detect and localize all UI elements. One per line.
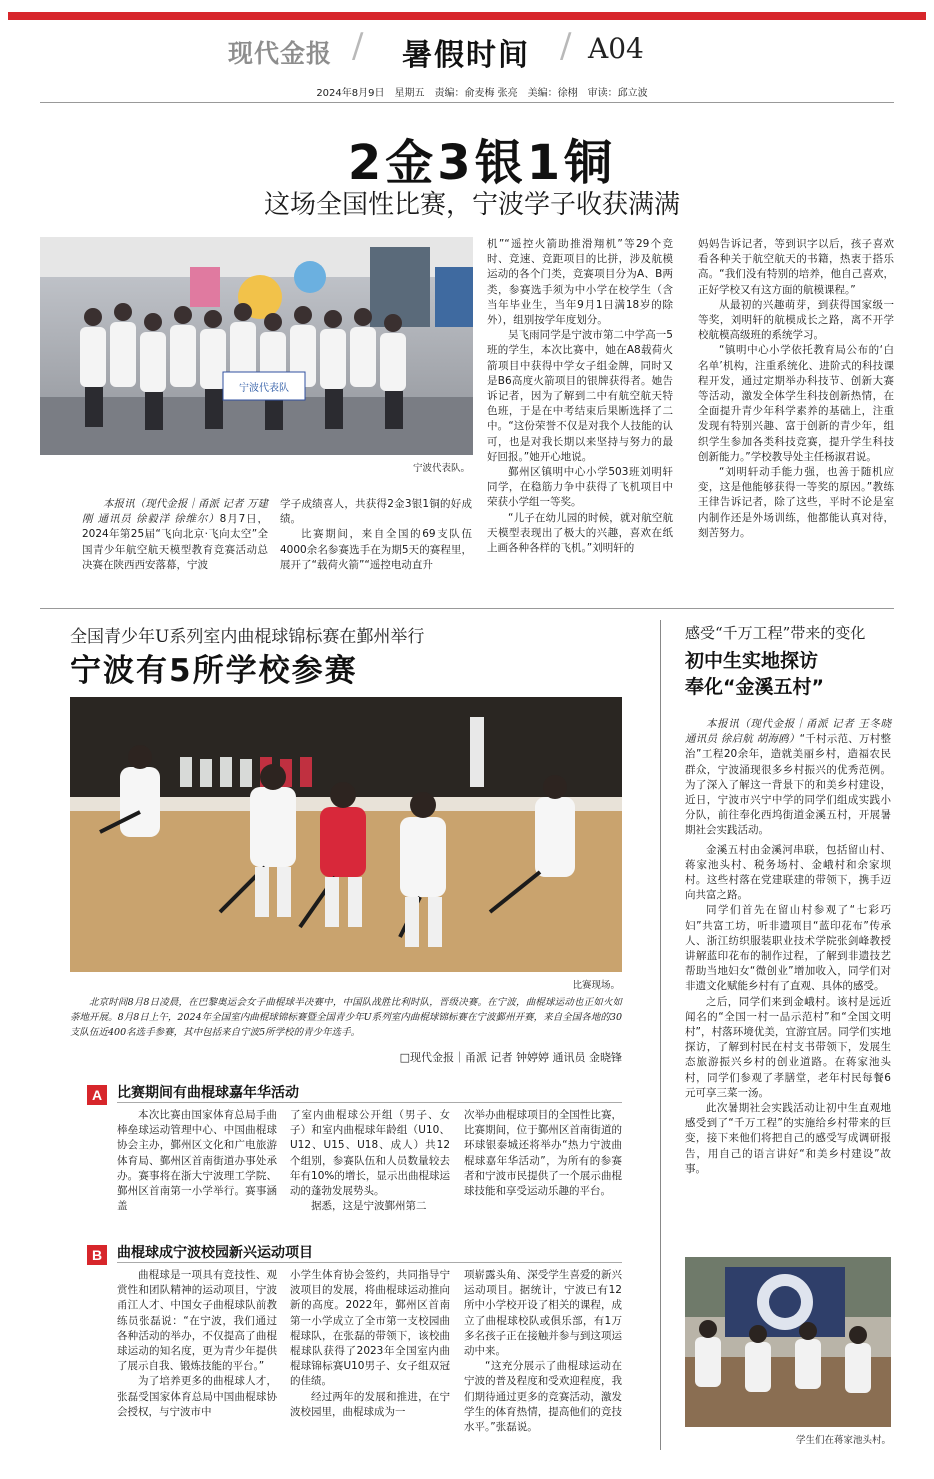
- story3-byline: 本报讯（现代金报｜甬派 记者 王冬晓 通讯员 徐启航 胡海鸥）: [685, 718, 891, 746]
- lead-col3-p4: “儿子在幼儿园的时候，就对航空航天模型表现出了极大的兴趣，喜欢在纸上画各种各样的飞机。”刘明轩的: [487, 511, 673, 555]
- lead-col3-p1: 机”“遥控火箭助推滑翔机”等29个竞时、竞速、竞距项目的比拼，涉及航模运动的各个门类，竞赛项目分为A、B两类，参赛选手须为中小学在校学生（含当年毕业生，当年9月1日满18岁的除外），组别按学年度划分。: [487, 238, 673, 327]
- banner-text: 宁波代表队: [239, 383, 289, 394]
- section-a-col1-text: 本次比赛由国家体育总局手曲棒垒球运动管理中心、中国曲棍球协会主办，鄞州区文化和广电旅游体育局、鄞州区首南街道办事处承办。赛事将在浙大宁波理工学院、鄞州区首南第一小学举行。赛事涵盖: [117, 1109, 277, 1213]
- lead-col4-p3: “镇明中心小学依托教育局公布的‘白名单’机构，注重系统化、进阶式的科技课程开发，通过定期举办科技节、创新大赛等活动，激发全体学生科技创新热情，在全面提升青少年科学素养的基础上，注重发现有特别兴趣、富于创新的青少年，组织学生参加各类科技竞赛，提升学生科技创新能力。”学校教导处主任杨淑君说。: [698, 344, 894, 463]
- section-a-rule: [117, 1102, 622, 1103]
- section-a-title: 比赛期间有曲棍球嘉年华活动: [117, 1085, 299, 1101]
- section-b-col2-p2: 经过两年的发展和推进，在宁波校园里，曲棍球成为一: [290, 1390, 450, 1418]
- lead-col4-p2: 从最初的兴趣萌芽，到获得国家级一等奖，刘明轩的航模成长之路，离不开学校航模高级班的系统学习。: [698, 298, 894, 342]
- story2-credit: □现代金报｜甬派 记者 钟婷婷 通讯员 金晓锋: [399, 1051, 622, 1064]
- section-a-col2-p2: 据悉，这是宁波鄞州第二: [311, 1200, 427, 1213]
- lead-col-1: [82, 497, 268, 573]
- lead-col2-p1: 学子成绩喜人，共获得2金3银1铜的好成绩。: [280, 498, 472, 526]
- story2-intro-text: 北京时间8月8日凌晨，在巴黎奥运会女子曲棍球半决赛中，中国队战胜比利时队，晋级决赛。在宁波，曲棍球运动也正如火如荼地开展。8月8日上午，2024年全国室内曲棍球锦标赛暨全国青少年U系列室内曲棍球锦标赛在宁波鄞州开赛，来自全国各地的30支队伍近400名选手参赛，其中包括来自宁波5所学校的青少年选手。: [70, 997, 622, 1038]
- section-a-badge: A: [87, 1085, 107, 1105]
- story3-p3: 同学们首先在留山村参观了“七彩巧妇”共富工坊，听非遗项目“蓝印花布”传承人、浙江纺织服装职业技术学院张剑峰教授讲解蓝印花布的制作过程，了解到非遗技艺帮助当地妇女“微创业”增加收入，同学们对非遗文化赋能乡村有了直观、具体的感受。: [685, 904, 891, 993]
- story2-intro: [70, 995, 622, 1040]
- story3-kicker: 感受“千万工程”带来的变化: [685, 624, 866, 642]
- section-a-col-2: [290, 1108, 450, 1214]
- hockey-photo-caption: 比赛现场。: [572, 980, 620, 991]
- lead-col1-text: 8月7日，2024年第25届“飞向北京·飞向太空”全国青少年航空航天模型教育竞赛活动总决赛在陕西西安落幕，宁波: [82, 513, 268, 571]
- section-a-col2-p1: 了室内曲棍球公开组（男子、女子）和室内曲棍球年龄组（U10、U12、U15、U18、成人）共12个组别，参赛队伍和人员数量较去年有10%的增长，显示出曲棍球运动的蓬勃发展势头。: [290, 1109, 450, 1198]
- lead-col-2: [280, 497, 472, 573]
- section-b-col-2: [290, 1268, 450, 1420]
- lead-col-4: [698, 237, 894, 541]
- section-b-title: 曲棍球成宁波校园新兴运动项目: [117, 1245, 313, 1261]
- lead-photo-caption: 宁波代表队。: [412, 463, 470, 474]
- lead-divider: [40, 608, 894, 609]
- team-photo: [40, 237, 473, 455]
- story3-headline-line1: 初中生实地探访: [685, 650, 819, 672]
- section-b-col3-p2: “这充分展示了曲棍球运动在宁波的普及程度和受欢迎程度，我们期待通过更多的竞赛活动，激发学生的体育热情，提高他们的竞技水平。”张磊说。: [464, 1360, 622, 1434]
- village-photo-illustration: [685, 1257, 891, 1427]
- lead-col4-p4: “刘明轩动手能力强，也善于随机应变，这是他能够获得一等奖的原因。”教练王律告诉记者，除了这些，平时不论是室内制作还是外场训练，他都能认真对待，刻苦努力。: [698, 466, 894, 539]
- lead-col4-p1: 妈妈告诉记者，等到识字以后，孩子喜欢看各种关于航空航天的书籍，热衷于搭乐高。“我们没有特别的培养，他自己喜欢，正好学校又有这方面的航模课程。”: [698, 238, 894, 296]
- section-name: 暑假时间: [402, 38, 530, 73]
- section-a-col-1: [117, 1108, 277, 1214]
- lead-byline: 本报讯（现代金报｜甬派 记者 万建刚 通讯员 徐毅洋 徐维尔）: [82, 498, 268, 526]
- masthead: [0, 26, 934, 78]
- dateline: 2024年8月9日 星期五 责编：俞麦梅 张亮 美编：徐栩 审读：邱立波: [316, 88, 648, 99]
- section-a-col3-text: 次举办曲棍球项目的全国性比赛，比赛期间，位于鄞州区首南街道的环球银泰城还将举办“热力宁波曲棍球嘉年华活动”，为所有的参赛者和宁波市民提供了一个展示曲棍球技能和享受运动乐趣的平台。: [464, 1109, 622, 1198]
- page-number: A04: [588, 32, 644, 65]
- story2-kicker: 全国青少年U系列室内曲棍球锦标赛在鄞州举行: [70, 627, 425, 647]
- village-photo: [685, 1257, 891, 1427]
- story3-headline-line2: 奉化“金溪五村”: [685, 676, 824, 698]
- story3-p5: 此次暑期社会实践活动让初中生直观地感受到了“千万工程”的实施给乡村带来的巨变，接下来他们将把自己的感受写成调研报告，用自己的语言讲好“和美乡村建设”故事。: [685, 1102, 891, 1175]
- village-photo-caption: 学生们在蒋家池头村。: [795, 1435, 891, 1446]
- section-b-col1-p1: 曲棍球是一项具有竞技性、观赏性和团队精神的运动项目，宁波甬江人才、中国女子曲棍球队前教练员张磊说：“在宁波，我们通过各种活动的举办，不仅提高了曲棍球运动的知名度，更为青少年提供了展示自我、锻炼技能的平台。”: [117, 1269, 277, 1373]
- section-b-col-1: [117, 1268, 277, 1420]
- brand-name: 现代金报: [228, 39, 333, 68]
- story3-p1-text: “千村示范、万村整治”工程20余年，造就美丽乡村，造福农民群众，宁波涌现很多乡村振兴的优秀范例。为了深入了解这一背景下的和美乡村建设，近日，宁波市兴宁中学的同学们组成实践小分队，前往奉化西坞街道金溪五村，开展暑期社会实践活动。: [685, 733, 891, 837]
- team-photo-illustration: [40, 237, 473, 455]
- masthead-slash-2: /: [560, 26, 572, 66]
- section-b-badge: B: [87, 1245, 107, 1265]
- header-divider: [40, 102, 894, 103]
- section-b-rule: [117, 1262, 622, 1263]
- section-b-col3-p1: 项崭露头角、深受学生喜爱的新兴运动项目。据统计，宁波已有12所中小学校开设了相关的课程，成立了曲棍球校队或俱乐部，有1万多名孩子正在接触并参与到这项运动中来。: [464, 1269, 622, 1358]
- top-red-bar: [8, 12, 926, 20]
- lead-headline: 2金3银1铜: [347, 135, 617, 191]
- lead-subhead: 这场全国性比赛，宁波学子收获满满: [263, 190, 680, 220]
- column-divider: [660, 620, 661, 1450]
- story3-p2: 金溪五村由金溪河串联，包括留山村、蒋家池头村、税务场村、金峨村和余家坝村。这些村落在党建联建的带领下，携手迈向共富之路。: [685, 843, 891, 902]
- hockey-photo-illustration: [70, 697, 622, 972]
- masthead-slash: /: [352, 26, 364, 66]
- lead-col3-p3: 鄞州区镇明中心小学503班刘明轩同学，在稳筋力争中获得了飞机项目中荣获小学组一等奖。: [487, 466, 673, 509]
- lead-col2-p2: 比赛期间，来自全国的69支队伍4000余名参赛选手在为期5天的赛程里，展开了“载荷火箭”“遥控电动直升: [280, 528, 472, 571]
- story2-headline: 宁波有5所学校参赛: [70, 653, 358, 689]
- lead-col-3: [487, 237, 673, 556]
- lead-col3-p2: 吴飞雨同学是宁波市第二中学高一5班的学生，本次比赛中，她在A8载荷火箭项目中获得中学女子组金牌，同时又是B6高度火箭项目的银牌获得者。她告诉记者，因为了解到二中有航空航天特色班，于是在中考结束后果断选择了二中。“这份荣誉不仅是对我个人技能的认可，也是对我长期以来坚持与努力的最好回报。”她开心地说。: [487, 329, 673, 463]
- section-b-col2-p1: 小学生体育协会签约，共同指导宁波项目的发展，将曲棍球运动推向新的高度。2022年，鄞州区首南第一小学成立了全市第一支校园曲棍球队，在张磊的带领下，该校曲棍球队获得了2023年全国室内曲棍球锦标赛U10男子、女子组双冠的佳绩。: [290, 1269, 450, 1388]
- section-b-col1-p2: 为了培养更多的曲棍球人才，张磊受国家体育总局中国曲棍球协会授权，与宁波市中: [117, 1375, 277, 1418]
- hockey-photo: [70, 697, 622, 972]
- section-b-col-3: [464, 1268, 622, 1435]
- story3-p4: 之后，同学们来到金峨村。该村是远近闻名的“全国一村一品示范村”和“全国文明村”，村落环境优美，宜游宜居。同学们实地探访，了解到村民在村支书带领下，发展生态旅游振兴乡村的创业道路。在蒋家池头村，同学们参观了孝膳堂，老年村民每餐6元可享三菜一汤。: [685, 995, 891, 1099]
- story3-body: [685, 717, 891, 1177]
- section-a-col-3: [464, 1108, 622, 1199]
